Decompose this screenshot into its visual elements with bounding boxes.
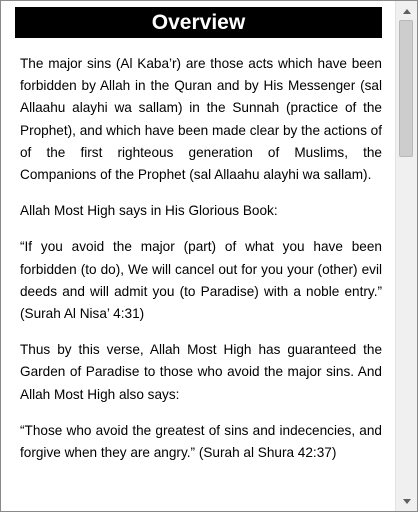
scroll-thumb[interactable] <box>399 20 413 157</box>
article-paragraph: Allah Most High says in His Glorious Book: <box>20 203 278 219</box>
quote-paragraph: “Those who avoid the greatest of sins and indecencies, and forgive when they are angry.” (Surah al Shura 42:37) <box>20 422 382 461</box>
article-paragraph: The major sins (Al Kaba’r) are those acts which have been forbidden by Allah in the Quran and by His Messenger (sal Allaahu alayhi wa sallam) in the Sunnah (practice of the Prophet), and which have been made clear by the actions of of the first righteous generation of Muslims, the Companions of the Prophet (sal Allaahu alayhi wa sallam). <box>20 56 382 183</box>
page-title: Overview <box>15 7 382 38</box>
article-paragraph: Thus by this verse, Allah Most High has guaranteed the Garden of Paradise to those who avoid the major sins. And Allah Most High also says: <box>20 342 382 402</box>
arrow-down-icon <box>403 499 411 504</box>
quote-paragraph: “If you avoid the major (part) of what you have been forbidden (to do), We will cancel out for you your (other) evil deeds and will admit you (to Paradise) with a noble entry.” (Surah Al Nisa’ 4:31) <box>20 239 382 322</box>
vertical-scrollbar[interactable] <box>395 1 417 511</box>
scroll-down-button[interactable] <box>398 493 415 509</box>
article-body <box>20 53 382 478</box>
content-pane <box>1 1 394 511</box>
arrow-up-icon <box>403 9 411 14</box>
scroll-up-button[interactable] <box>398 3 415 19</box>
